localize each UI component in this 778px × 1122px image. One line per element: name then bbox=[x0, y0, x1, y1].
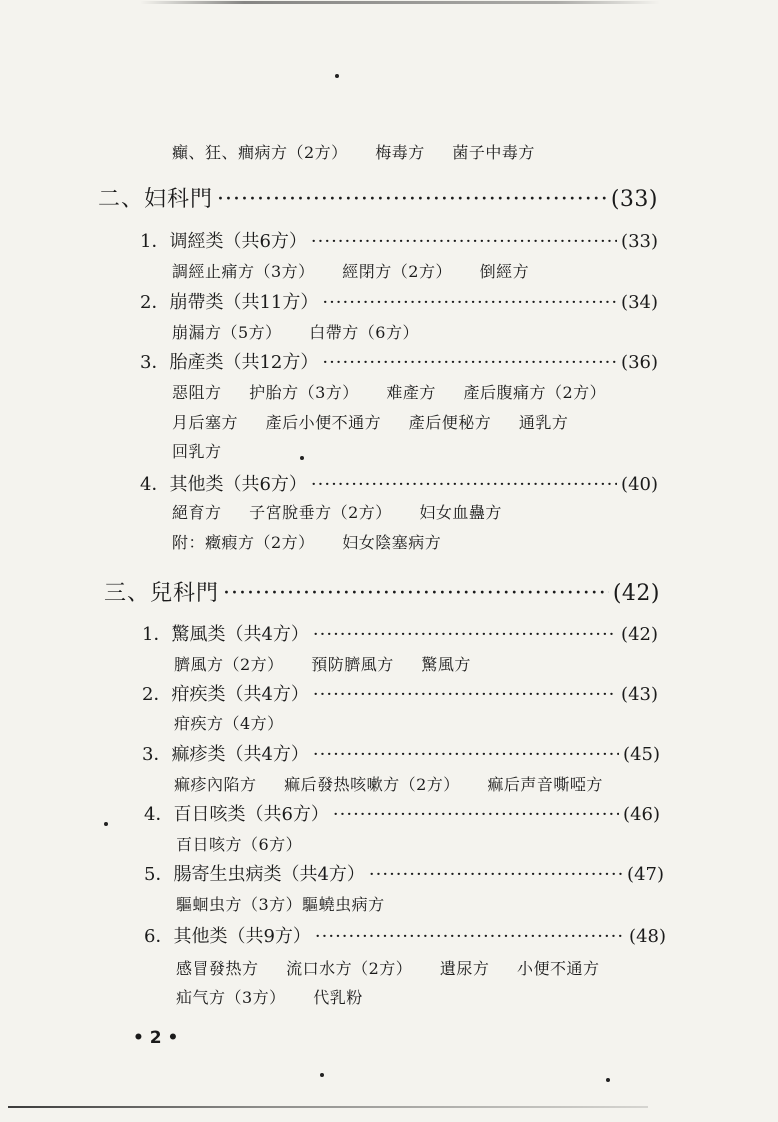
category-label: 2．疳疾类（共4方） bbox=[142, 684, 309, 705]
entry: 癲、狂、癎病方（2方） bbox=[172, 143, 348, 162]
entry: 產后腹痛方（2方） bbox=[463, 383, 607, 402]
page-reference: (48) bbox=[629, 926, 666, 947]
formula-line bbox=[172, 380, 606, 403]
category-row bbox=[142, 620, 658, 646]
entry: 月后塞方 bbox=[172, 413, 239, 432]
category-label: 2．崩帶类（共11方） bbox=[140, 292, 319, 313]
entry: 妇女血蠱方 bbox=[419, 503, 502, 522]
formula-line bbox=[176, 892, 385, 915]
leader-dots bbox=[311, 231, 617, 252]
ink-speck bbox=[335, 74, 339, 78]
leader-dots bbox=[322, 292, 617, 313]
entry: 臍風方（2方） bbox=[174, 655, 284, 674]
entry: 經閉方（2方） bbox=[342, 262, 452, 281]
category-row bbox=[140, 348, 658, 374]
category-row bbox=[142, 680, 658, 706]
entry: 調經止痛方（3方） bbox=[172, 262, 315, 281]
entry: 惡阻方 bbox=[172, 383, 222, 402]
ink-speck bbox=[104, 822, 108, 826]
page-reference: (33) bbox=[610, 187, 658, 212]
formula-line bbox=[176, 832, 302, 855]
leader-dots bbox=[315, 926, 625, 947]
entry: 痲后發热咳嗽方（2方） bbox=[284, 775, 460, 794]
entry: 驚風方 bbox=[421, 655, 471, 674]
category-row bbox=[140, 470, 658, 496]
entry: 附：癥瘕方（2方） bbox=[172, 533, 315, 552]
entry: 疳疾方（4方） bbox=[174, 714, 284, 733]
bottom-edge-rule bbox=[8, 1106, 648, 1108]
top-edge-rule bbox=[140, 1, 660, 4]
entry: 預防臍風方 bbox=[311, 655, 394, 674]
page-reference: (45) bbox=[623, 744, 660, 765]
entry: 產后便秘方 bbox=[408, 413, 492, 432]
formula-line bbox=[172, 320, 419, 343]
leader-dots bbox=[313, 624, 617, 645]
entry: 难產方 bbox=[386, 383, 436, 402]
category-row bbox=[142, 740, 660, 766]
page-reference: (46) bbox=[623, 804, 660, 825]
category-label: 5．腸寄生虫病类（共4方） bbox=[144, 864, 365, 885]
formula-line bbox=[172, 500, 502, 523]
page-reference: (36) bbox=[621, 352, 658, 373]
entry: 回乳方 bbox=[172, 442, 222, 461]
page-reference: (33) bbox=[621, 231, 658, 252]
formula-line bbox=[172, 410, 568, 433]
ink-speck bbox=[606, 1078, 610, 1082]
entry: 崩漏方（5方） bbox=[172, 323, 282, 342]
entry: 梅毒方 bbox=[375, 143, 425, 162]
entry: 小便不通方 bbox=[517, 959, 600, 978]
entry: 子宮脫垂方（2方） bbox=[249, 503, 392, 522]
section-label: 二、妇科門 bbox=[98, 187, 214, 212]
formula-line bbox=[176, 985, 363, 1008]
category-label: 4．其他类（共6方） bbox=[140, 474, 307, 495]
leader-dots bbox=[333, 804, 619, 825]
category-row bbox=[140, 288, 658, 314]
category-row bbox=[144, 922, 666, 948]
formula-line bbox=[172, 259, 529, 282]
formula-line bbox=[172, 530, 441, 553]
page-number: • 2 • bbox=[133, 1028, 179, 1048]
page-reference: (43) bbox=[621, 684, 658, 705]
leader-dots bbox=[322, 352, 617, 373]
entry: 遺尿方 bbox=[439, 959, 490, 978]
entry: 倒經方 bbox=[479, 262, 530, 281]
entry: 感冒發热方 bbox=[176, 959, 259, 978]
category-label: 6．其他类（共9方） bbox=[144, 926, 311, 947]
leader-dots bbox=[313, 684, 617, 705]
leader-dots bbox=[223, 581, 609, 606]
formula-line bbox=[174, 772, 603, 795]
continuation-line bbox=[172, 140, 535, 163]
entry: 菌子中毒方 bbox=[452, 143, 535, 162]
category-label: 1．调經类（共6方） bbox=[140, 231, 307, 252]
formula-line bbox=[172, 439, 222, 462]
entry: 流口水方（2方） bbox=[286, 959, 413, 978]
entry: 痲后声音嘶啞方 bbox=[487, 775, 603, 794]
page-reference: (40) bbox=[621, 474, 658, 495]
entry: 產后小便不通方 bbox=[265, 413, 382, 432]
category-row bbox=[144, 800, 660, 826]
entry: 百日咳方（6方） bbox=[176, 835, 303, 854]
section-heading-pediatrics bbox=[104, 576, 660, 607]
formula-line bbox=[176, 956, 600, 979]
formula-line bbox=[174, 711, 284, 734]
entry: 絕育方 bbox=[172, 503, 222, 522]
ink-speck bbox=[320, 1073, 324, 1077]
entry: 白帶方（6方） bbox=[309, 323, 419, 342]
page-reference: (42) bbox=[621, 624, 658, 645]
page-reference: (47) bbox=[627, 864, 664, 885]
category-label: 4．百日咳类（共6方） bbox=[144, 804, 329, 825]
category-label: 3．胎產类（共12方） bbox=[140, 352, 319, 373]
ink-speck bbox=[300, 456, 304, 460]
category-row bbox=[140, 227, 658, 253]
leader-dots bbox=[217, 187, 607, 212]
entry: 疝气方（3方） bbox=[176, 988, 286, 1007]
category-row bbox=[144, 860, 664, 886]
leader-dots bbox=[311, 474, 617, 495]
entry: 痲疹內陷方 bbox=[174, 775, 257, 794]
entry: 通乳方 bbox=[518, 413, 569, 432]
category-label: 3．痲疹类（共4方） bbox=[142, 744, 309, 765]
entry: 护胎方（3方） bbox=[249, 383, 359, 402]
formula-line bbox=[174, 652, 471, 675]
section-heading-gynecology bbox=[98, 182, 658, 213]
entry: 妇女陰塞病方 bbox=[342, 533, 442, 552]
entry: 驅蛔虫方（3方）驅蟯虫病方 bbox=[176, 895, 385, 914]
leader-dots bbox=[369, 864, 623, 885]
category-label: 1．驚風类（共4方） bbox=[142, 624, 309, 645]
section-label: 三、兒科門 bbox=[104, 581, 220, 606]
page-reference: (34) bbox=[621, 292, 658, 313]
entry: 代乳粉 bbox=[313, 988, 363, 1007]
page-reference: (42) bbox=[612, 581, 660, 606]
leader-dots bbox=[313, 744, 619, 765]
